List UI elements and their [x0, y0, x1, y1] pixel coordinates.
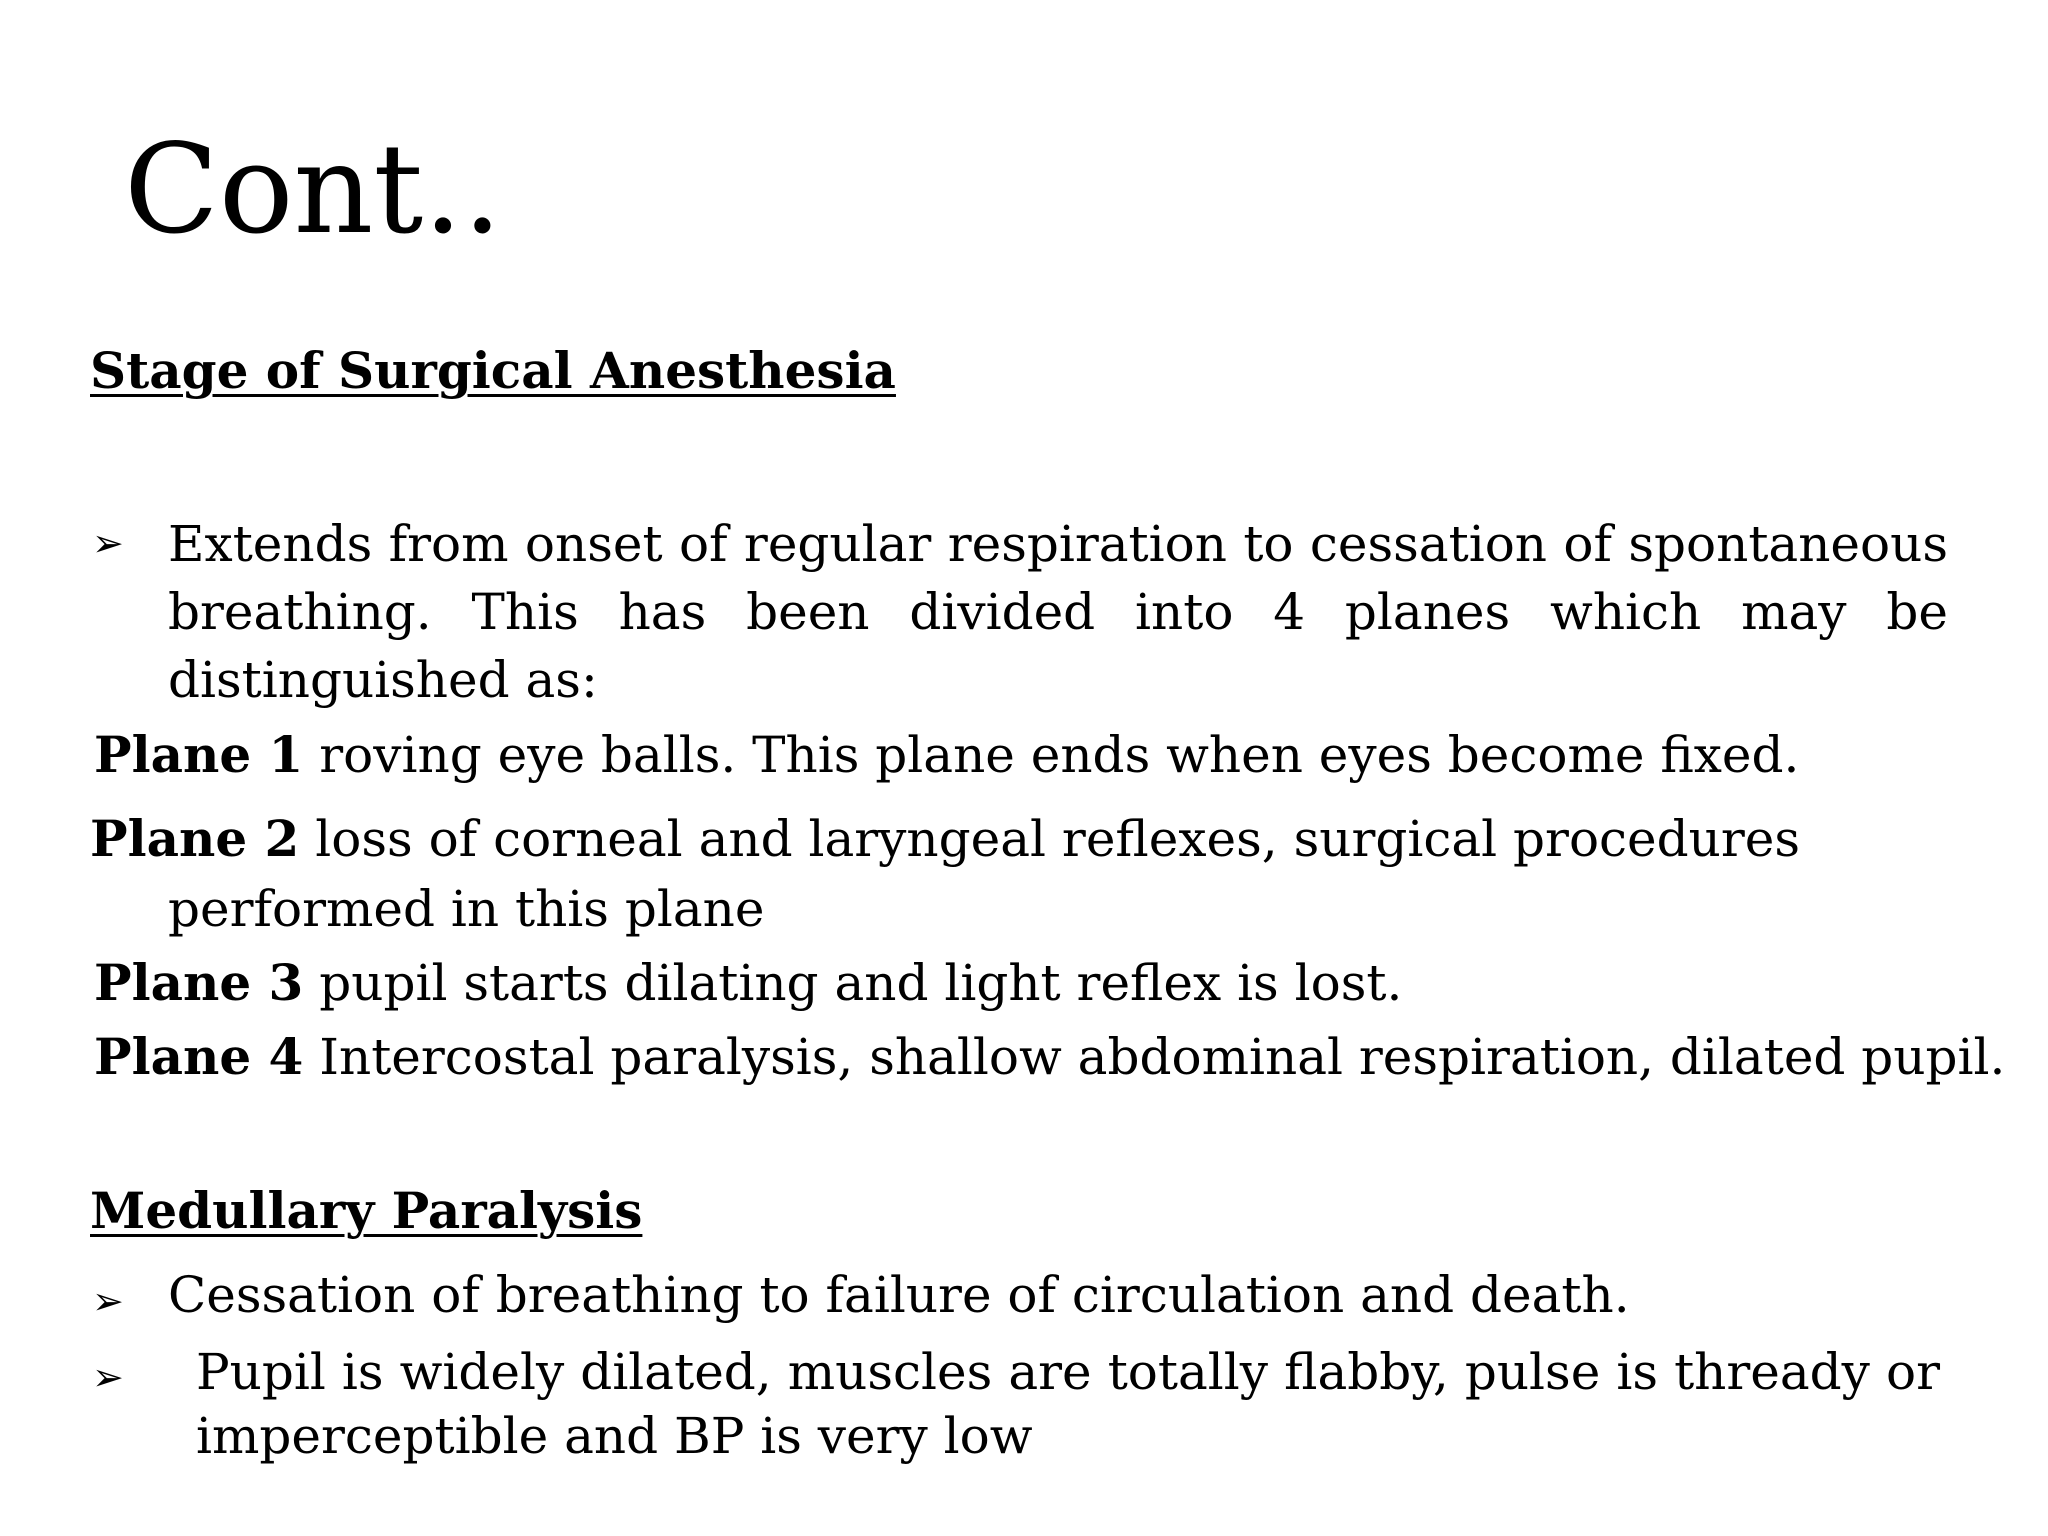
bullet-arrow-icon: ➢	[92, 1355, 124, 1399]
bullet-arrow-icon: ➢	[92, 521, 124, 565]
plane-4-row	[94, 1027, 2006, 1086]
plane-2-text-continued: performed in this plane	[168, 880, 765, 938]
plane-3-row	[94, 953, 1403, 1012]
medullary-bullet-2: Pupil is widely dilated, muscles are totally flabby, pulse is thready or imperceptible and BP is very low	[196, 1343, 1940, 1465]
plane-1-text: roving eye balls. This plane ends when eyes become fixed.	[319, 726, 1800, 784]
section-heading-surgical-anesthesia: Stage of Surgical Anesthesia	[90, 341, 896, 400]
slide-title: Cont..	[124, 118, 503, 262]
plane-1-label: Plane 1	[94, 725, 304, 784]
bullet-arrow-icon: ➢	[92, 1279, 124, 1323]
plane-2-label: Plane 2	[90, 809, 300, 868]
plane-4-label: Plane 4	[94, 1027, 304, 1086]
plane-1-row	[94, 725, 1800, 784]
plane-3-label: Plane 3	[94, 953, 304, 1012]
plane-2-text: loss of corneal and laryngeal reflexes, surgical procedures	[315, 810, 1801, 868]
surgical-stage-description: Extends from onset of regular respiration to cessation of spontaneous breathing. This has been divided into 4 planes which may be distinguished as:	[168, 515, 1948, 709]
plane-2-row	[90, 809, 1801, 868]
plane-3-text: pupil starts dilating and light reflex is lost.	[319, 954, 1403, 1012]
section-heading-medullary-paralysis: Medullary Paralysis	[90, 1181, 643, 1240]
medullary-bullet-1: Cessation of breathing to failure of circulation and death.	[168, 1266, 1630, 1324]
plane-4-text: Intercostal paralysis, shallow abdominal respiration, dilated pupil.	[319, 1028, 2006, 1086]
